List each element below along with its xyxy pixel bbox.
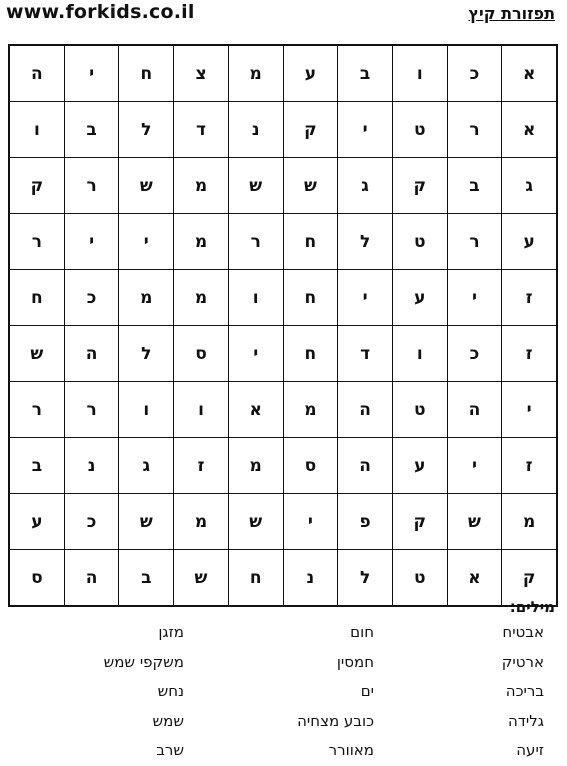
grid-cell: י [64, 214, 119, 270]
word-item: ארטיק [501, 652, 544, 671]
word-item: שרב [156, 741, 184, 759]
grid-cell: י [64, 45, 119, 102]
word-column [384, 618, 544, 766]
grid-cell: ש [119, 494, 174, 550]
grid-cell: מ [174, 270, 229, 326]
grid-cell: ע [283, 45, 338, 102]
word-item: חמסין [336, 652, 374, 671]
grid-cell: ק [9, 158, 64, 214]
grid-cell: ה [338, 438, 393, 494]
grid-cell: א [228, 382, 283, 438]
word-item: כובע מצחיה [297, 711, 374, 730]
grid-cell: כ [64, 270, 119, 326]
grid-cell: ר [64, 158, 119, 214]
grid-cell: ט [392, 382, 447, 438]
word-item: מאוורר [328, 741, 374, 759]
grid-cell: מ [174, 158, 229, 214]
grid-row [9, 438, 557, 494]
grid-cell: ו [392, 326, 447, 382]
grid-cell: ב [338, 45, 393, 102]
grid-cell: ש [9, 326, 64, 382]
grid-row [9, 550, 557, 607]
grid-cell: מ [174, 494, 229, 550]
grid-cell: ט [392, 214, 447, 270]
grid-cell: י [283, 494, 338, 550]
grid-cell: י [447, 438, 502, 494]
grid-cell: ס [174, 326, 229, 382]
grid-cell: ז [502, 270, 557, 326]
grid-cell: ק [392, 494, 447, 550]
grid-cell: ד [174, 102, 229, 158]
grid-cell: ר [9, 382, 64, 438]
grid-cell: ר [64, 382, 119, 438]
grid-cell: י [447, 270, 502, 326]
grid-cell: ע [502, 214, 557, 270]
grid-cell: צ [174, 45, 229, 102]
grid-cell: ב [447, 158, 502, 214]
site-url: www.forkids.co.il [6, 1, 195, 23]
grid-cell: ג [502, 158, 557, 214]
grid-cell: ו [9, 102, 64, 158]
grid-cell: א [447, 550, 502, 607]
grid-cell: ח [9, 270, 64, 326]
grid-cell: ק [283, 102, 338, 158]
grid-cell: ע [9, 494, 64, 550]
grid-cell: מ [502, 494, 557, 550]
word-column [214, 618, 374, 766]
grid-cell: א [502, 45, 557, 102]
grid-cell: ב [9, 438, 64, 494]
grid-cell: ק [502, 550, 557, 607]
word-item: בריכה [505, 682, 544, 700]
grid-cell: י [338, 102, 393, 158]
grid-cell: ק [392, 158, 447, 214]
grid-cell: ו [392, 45, 447, 102]
grid-cell: ה [338, 382, 393, 438]
puzzle-title: תפזורת קיץ [468, 4, 555, 23]
grid-cell: ל [338, 550, 393, 607]
word-item: משקפי שמש [103, 652, 184, 671]
grid-cell: מ [174, 214, 229, 270]
letter-grid [8, 44, 558, 607]
grid-row [9, 102, 557, 158]
grid-cell: נ [228, 102, 283, 158]
grid-cell: י [119, 214, 174, 270]
grid-cell: ש [447, 494, 502, 550]
grid-cell: ע [392, 270, 447, 326]
grid-cell: ל [338, 214, 393, 270]
grid-row [9, 326, 557, 382]
grid-cell: ש [228, 158, 283, 214]
grid-cell: ה [447, 382, 502, 438]
grid-cell: ע [392, 438, 447, 494]
grid-cell: ש [174, 550, 229, 607]
grid-cell: ש [283, 158, 338, 214]
grid-cell: מ [119, 270, 174, 326]
grid-row [9, 45, 557, 102]
words-label: מילים: [509, 598, 555, 616]
grid-cell: ה [9, 45, 64, 102]
grid-row [9, 158, 557, 214]
grid-cell: ר [447, 214, 502, 270]
grid-cell: ר [447, 102, 502, 158]
grid-cell: ו [119, 382, 174, 438]
grid-cell: ה [64, 326, 119, 382]
grid-cell: ט [392, 550, 447, 607]
grid-cell: ל [119, 102, 174, 158]
word-item: גלידה [507, 711, 544, 730]
grid-cell: מ [228, 45, 283, 102]
grid-cell: פ [338, 494, 393, 550]
grid-cell: ח [283, 214, 338, 270]
grid-cell: כ [64, 494, 119, 550]
grid-cell: א [502, 102, 557, 158]
grid-cell: ח [283, 326, 338, 382]
grid-cell: ג [119, 438, 174, 494]
word-item: אבטיח [502, 623, 544, 641]
word-item: זיעה [516, 741, 544, 759]
grid-cell: כ [447, 45, 502, 102]
grid-cell: ח [119, 45, 174, 102]
word-item: חום [350, 623, 374, 641]
grid-row [9, 494, 557, 550]
grid-cell: ז [502, 326, 557, 382]
grid-row [9, 270, 557, 326]
word-column [24, 618, 184, 766]
word-item: נחש [157, 682, 184, 700]
grid-cell: מ [283, 382, 338, 438]
grid-cell: ו [174, 382, 229, 438]
grid-cell: ר [9, 214, 64, 270]
grid-row [9, 382, 557, 438]
grid-cell: ו [228, 270, 283, 326]
word-item: ים [360, 682, 374, 700]
grid-cell: ז [174, 438, 229, 494]
grid-cell: ס [283, 438, 338, 494]
grid-cell: ה [64, 550, 119, 607]
grid-cell: מ [228, 438, 283, 494]
grid-cell: י [338, 270, 393, 326]
grid-cell: נ [283, 550, 338, 607]
word-item: מזגן [158, 623, 184, 641]
grid-cell: ט [392, 102, 447, 158]
grid-cell: נ [64, 438, 119, 494]
grid-cell: כ [447, 326, 502, 382]
grid-cell: ג [338, 158, 393, 214]
grid-cell: ש [228, 494, 283, 550]
grid-cell: ז [502, 438, 557, 494]
grid-cell: ח [283, 270, 338, 326]
grid-row [9, 214, 557, 270]
grid-cell: ש [119, 158, 174, 214]
grid-cell: י [228, 326, 283, 382]
grid-cell: ר [228, 214, 283, 270]
word-list [8, 618, 544, 758]
grid-cell: ד [338, 326, 393, 382]
grid-cell: י [502, 382, 557, 438]
grid-cell: ב [64, 102, 119, 158]
grid-cell: ח [228, 550, 283, 607]
grid-cell: ב [119, 550, 174, 607]
grid-cell: ל [119, 326, 174, 382]
word-item: שמש [152, 711, 184, 730]
grid-cell: ס [9, 550, 64, 607]
